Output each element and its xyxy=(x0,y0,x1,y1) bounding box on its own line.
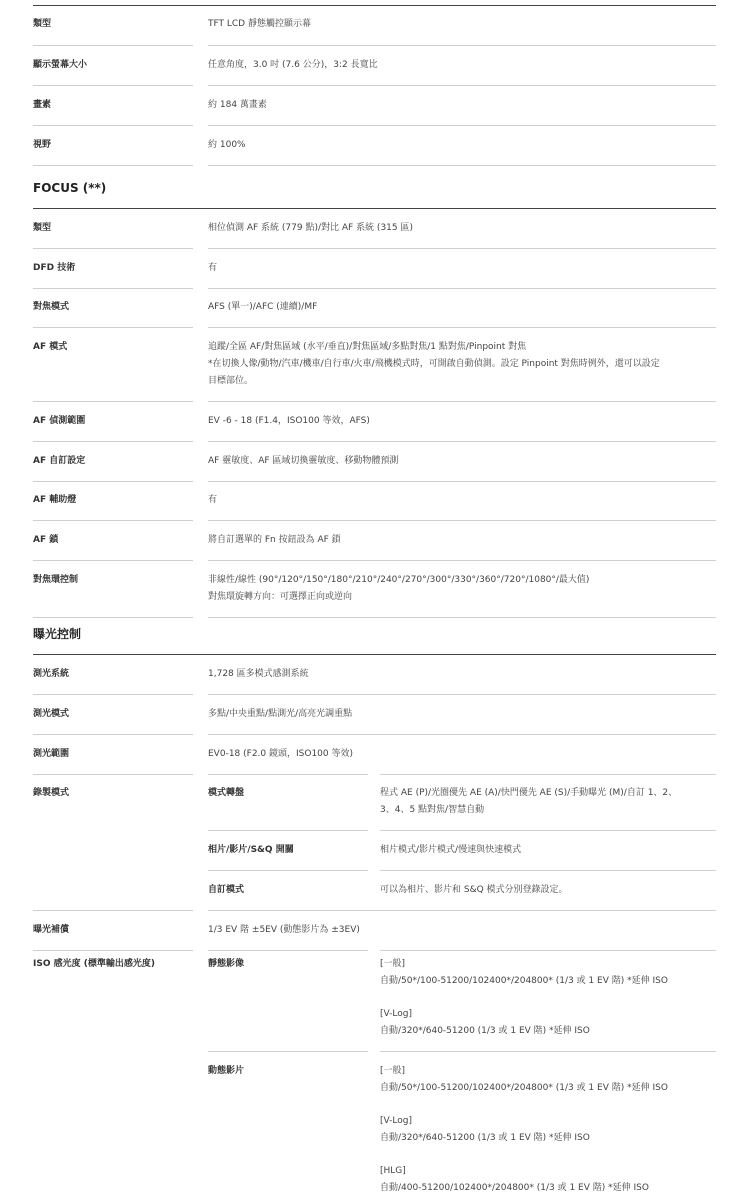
row-label-exposure-comp: 曝光補償 xyxy=(33,925,70,935)
row-label-field-of-view: 視野 xyxy=(33,140,52,150)
row-value-metering-range: EV0-18 (F2.0 鏡頭，ISO100 等效) xyxy=(208,749,353,759)
value-line: 自動/320*/640-51200 (1/3 或 1 EV 階) *延伸 ISO xyxy=(380,1133,590,1143)
row-label-pixels: 畫素 xyxy=(33,100,52,110)
row-label-metering-system: 測光系統 xyxy=(33,669,70,679)
row-value-screen-size: 任意角度，3.0 吋 (7.6 公分)，3:2 長寬比 xyxy=(208,60,378,70)
row-divider xyxy=(33,950,193,951)
subrow-label-iso-video: 動態影片 xyxy=(208,1066,245,1076)
section-rule-focus xyxy=(33,208,716,209)
row-label-metering-mode: 測光模式 xyxy=(33,709,70,719)
value-line: *在切換人像/動物/汽車/機車/自行車/火車/飛機模式時，可開啟自動偵測。設定 Pinpoint 對焦時例外，還可以設定 xyxy=(208,359,660,369)
value-line: 3、4、5 點對焦/智慧自動 xyxy=(380,805,485,815)
value-line: 對焦環旋轉方向：可選擇正向或逆向 xyxy=(208,592,353,602)
row-divider xyxy=(208,401,716,402)
row-value-metering-mode: 多點/中央重點/點測光/高亮光調重點 xyxy=(208,709,353,719)
subrow-label-mode-dial: 模式轉盤 xyxy=(208,788,245,798)
section-heading-exposure: 曝光控制 xyxy=(33,627,82,641)
row-value-af-mode xyxy=(208,339,660,390)
value-line: 自動/320*/640-51200 (1/3 或 1 EV 階) *延伸 ISO xyxy=(380,1026,590,1036)
row-divider xyxy=(208,1051,368,1052)
row-divider xyxy=(33,910,193,911)
row-divider xyxy=(33,481,193,482)
row-divider xyxy=(208,520,716,521)
row-divider xyxy=(33,441,193,442)
row-label-iso: ISO 感光度 (標準輸出感光度) xyxy=(33,959,155,969)
row-divider xyxy=(33,774,193,775)
row-label-dfd: DFD 技術 xyxy=(33,263,76,273)
row-value-af-lock: 將自訂選單的 Fn 按鈕設為 AF 鎖 xyxy=(208,535,341,545)
row-divider xyxy=(380,774,716,775)
row-divider xyxy=(208,617,716,618)
row-divider xyxy=(208,774,368,775)
row-divider xyxy=(33,125,193,126)
row-divider xyxy=(208,870,368,871)
row-label-af-lock: AF 鎖 xyxy=(33,535,59,545)
row-label-focus-mode: 對焦模式 xyxy=(33,302,70,312)
row-label-focus-ring: 對焦環控制 xyxy=(33,575,79,585)
row-label-recording-mode: 錄製模式 xyxy=(33,788,70,798)
row-label-af-type: 類型 xyxy=(33,223,52,233)
row-divider xyxy=(380,1051,716,1052)
iso-still-group-vlog xyxy=(380,1006,590,1040)
row-label-metering-range: 測光範圍 xyxy=(33,749,70,759)
row-divider xyxy=(33,694,193,695)
iso-video-group-hlg xyxy=(380,1163,649,1197)
row-label-af-range: AF 偵測範圍 xyxy=(33,416,86,426)
iso-video-group-vlog xyxy=(380,1113,590,1147)
row-divider xyxy=(208,441,716,442)
row-value-af-custom: AF 靈敏度、AF 區域切換靈敏度、移動物體預測 xyxy=(208,456,399,466)
row-divider xyxy=(33,248,193,249)
row-divider xyxy=(33,401,193,402)
value-line: 自動/50*/100-51200/102400*/204800* (1/3 或 1 EV 階) *延伸 ISO xyxy=(380,1083,668,1093)
row-value-field-of-view: 約 100% xyxy=(208,140,246,150)
row-divider xyxy=(33,85,193,86)
row-divider xyxy=(380,950,716,951)
row-value-dfd: 有 xyxy=(208,263,218,273)
subrow-value-photo-video-switch: 相片模式/影片模式/慢速與快速模式 xyxy=(380,845,522,855)
row-divider xyxy=(33,45,193,46)
subrow-value-mode-dial xyxy=(380,785,677,819)
row-divider xyxy=(208,560,716,561)
row-divider xyxy=(208,327,716,328)
row-label-af-custom: AF 自訂設定 xyxy=(33,456,86,466)
section-rule-exposure xyxy=(33,654,716,655)
iso-video-group-normal xyxy=(380,1063,668,1097)
row-value-exposure-comp: 1/3 EV 階 ±5EV (動態影片為 ±3EV) xyxy=(208,925,360,935)
row-divider xyxy=(33,560,193,561)
value-line: [V-Log] xyxy=(380,1116,412,1126)
row-value-af-assist: 有 xyxy=(208,495,218,505)
row-divider xyxy=(208,45,716,46)
row-divider xyxy=(208,288,716,289)
row-divider xyxy=(380,830,716,831)
value-line: 程式 AE (P)/光圈優先 AE (A)/快門優先 AE (S)/手動曝光 (M)/自訂 1、2、 xyxy=(380,788,678,798)
value-line: 非線性/線性 (90°/120°/150°/180°/210°/240°/270°/300°/330°/360°/720°/1080°/最大值) xyxy=(208,575,590,585)
value-line: 自動/400-51200/102400*/204800* (1/3 或 1 EV 階) *延伸 ISO xyxy=(380,1183,649,1193)
row-label-screen-size: 顯示螢幕大小 xyxy=(33,60,88,70)
row-divider xyxy=(208,125,716,126)
row-label-display-type: 類型 xyxy=(33,19,52,29)
iso-still-group-normal xyxy=(380,956,668,990)
subrow-value-custom-mode: 可以為相片、影片和 S&Q 模式分別登錄設定。 xyxy=(380,885,568,895)
row-divider xyxy=(33,288,193,289)
row-divider xyxy=(33,734,193,735)
row-divider xyxy=(208,248,716,249)
row-divider xyxy=(380,870,716,871)
row-divider xyxy=(208,950,368,951)
row-divider xyxy=(208,165,716,166)
subrow-label-photo-video-switch: 相片/影片/S&Q 開關 xyxy=(208,845,294,855)
row-divider xyxy=(208,734,716,735)
row-value-focus-mode: AFS (單一)/AFC (連續)/MF xyxy=(208,302,318,312)
row-value-metering-system: 1,728 區多模式感測系統 xyxy=(208,669,309,679)
row-divider xyxy=(208,481,716,482)
row-label-af-assist: AF 輔助燈 xyxy=(33,495,77,505)
top-rule xyxy=(33,5,716,6)
row-label-af-mode: AF 模式 xyxy=(33,342,68,352)
row-value-display-type: TFT LCD 靜態觸控顯示幕 xyxy=(208,19,311,29)
subrow-label-iso-still: 靜態影像 xyxy=(208,959,245,969)
row-divider xyxy=(208,830,368,831)
row-value-pixels: 約 184 萬畫素 xyxy=(208,100,267,110)
value-line: 追蹤/全區 AF/對焦區域 (水平/垂直)/對焦區域/多點對焦/1 點對焦/Pinpoint 對焦 xyxy=(208,342,527,352)
row-value-af-range: EV -6 - 18 (F1.4，ISO100 等效，AFS) xyxy=(208,416,370,426)
value-line: [一般] xyxy=(380,1066,406,1076)
value-line: 自動/50*/100-51200/102400*/204800* (1/3 或 1 EV 階) *延伸 ISO xyxy=(380,976,668,986)
row-divider xyxy=(208,85,716,86)
row-divider xyxy=(33,327,193,328)
row-value-focus-ring xyxy=(208,572,589,606)
value-line: [HLG] xyxy=(380,1166,406,1176)
row-divider xyxy=(208,910,716,911)
value-line: 目標部位。 xyxy=(208,376,254,386)
subrow-label-custom-mode: 自訂模式 xyxy=(208,885,245,895)
row-divider xyxy=(33,165,193,166)
row-divider xyxy=(208,694,716,695)
section-heading-focus: FOCUS (**) xyxy=(33,181,107,195)
row-divider xyxy=(33,520,193,521)
row-value-af-type: 相位偵測 AF 系統 (779 點)/對比 AF 系統 (315 區) xyxy=(208,223,413,233)
value-line: [V-Log] xyxy=(380,1009,412,1019)
value-line: [一般] xyxy=(380,959,406,969)
row-divider xyxy=(33,617,193,618)
